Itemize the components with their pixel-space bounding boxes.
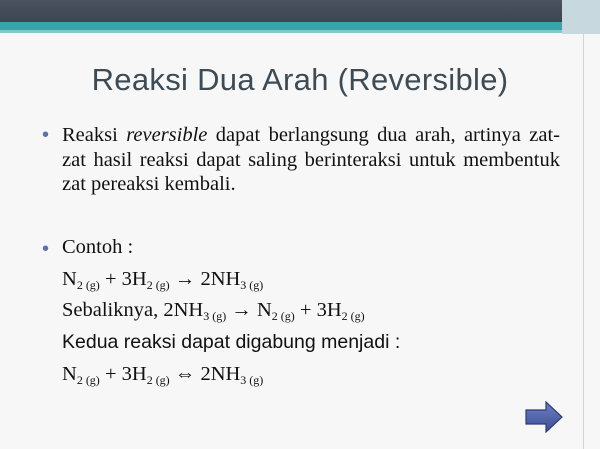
equation-reverse [62, 299, 365, 324]
eq2-r1-sub: 3 (g) [203, 309, 227, 323]
eq1-r1: N [62, 268, 77, 290]
eq2-arrow: → N [226, 299, 272, 321]
bullet1-pre: Reaksi [62, 124, 127, 146]
top-teal-bar [0, 22, 600, 30]
equation-combined [62, 363, 263, 388]
eq3-r1: N [62, 363, 77, 385]
eq3-p-sub: 3 (g) [240, 373, 264, 387]
right-arrow-icon[interactable] [525, 401, 563, 433]
eq2-p2-sub: 2 (g) [341, 309, 365, 323]
eq3-arrow: ⇔ 2NH [169, 363, 241, 385]
bullet-dot-2: • [42, 238, 50, 260]
eq3-r1-sub: 2 (g) [76, 373, 100, 387]
eq1-plus: + 3H [99, 268, 147, 290]
eq2-plus: + 3H [294, 299, 342, 321]
eq3-plus: + 3H [99, 363, 147, 385]
eq1-arrow: → 2NH [169, 268, 241, 290]
eq1-r1-sub: 2 (g) [76, 278, 100, 292]
combined-note: Kedua reaksi dapat digabung menjadi : [62, 331, 401, 353]
eq3-r2-sub: 2 (g) [146, 373, 170, 387]
bullet1-post: dapat berlangsung dua arah, artinya zat-zat hasil reaksi dapat saling berinteraksi untuk membentuk zat pereaksi kembali. [62, 124, 560, 195]
eq2-prefix: Sebaliknya, 2NH [62, 299, 204, 321]
eq1-p-sub: 3 (g) [240, 278, 264, 292]
top-dark-bar [0, 0, 600, 22]
top-thin-bar [0, 30, 600, 33]
bullet1-emphasis: reversible [126, 124, 208, 146]
slide-title: Reaksi Dua Arah (Reversible) [91, 62, 509, 97]
bullet-text-contoh: Contoh : [62, 236, 134, 258]
equation-forward [62, 268, 263, 293]
eq2-p1-sub: 2 (g) [271, 309, 295, 323]
bullet-dot-1: • [42, 124, 50, 146]
bullet-text-reversible [62, 123, 560, 197]
corner-tab [562, 0, 600, 34]
eq1-r2-sub: 2 (g) [146, 278, 170, 292]
